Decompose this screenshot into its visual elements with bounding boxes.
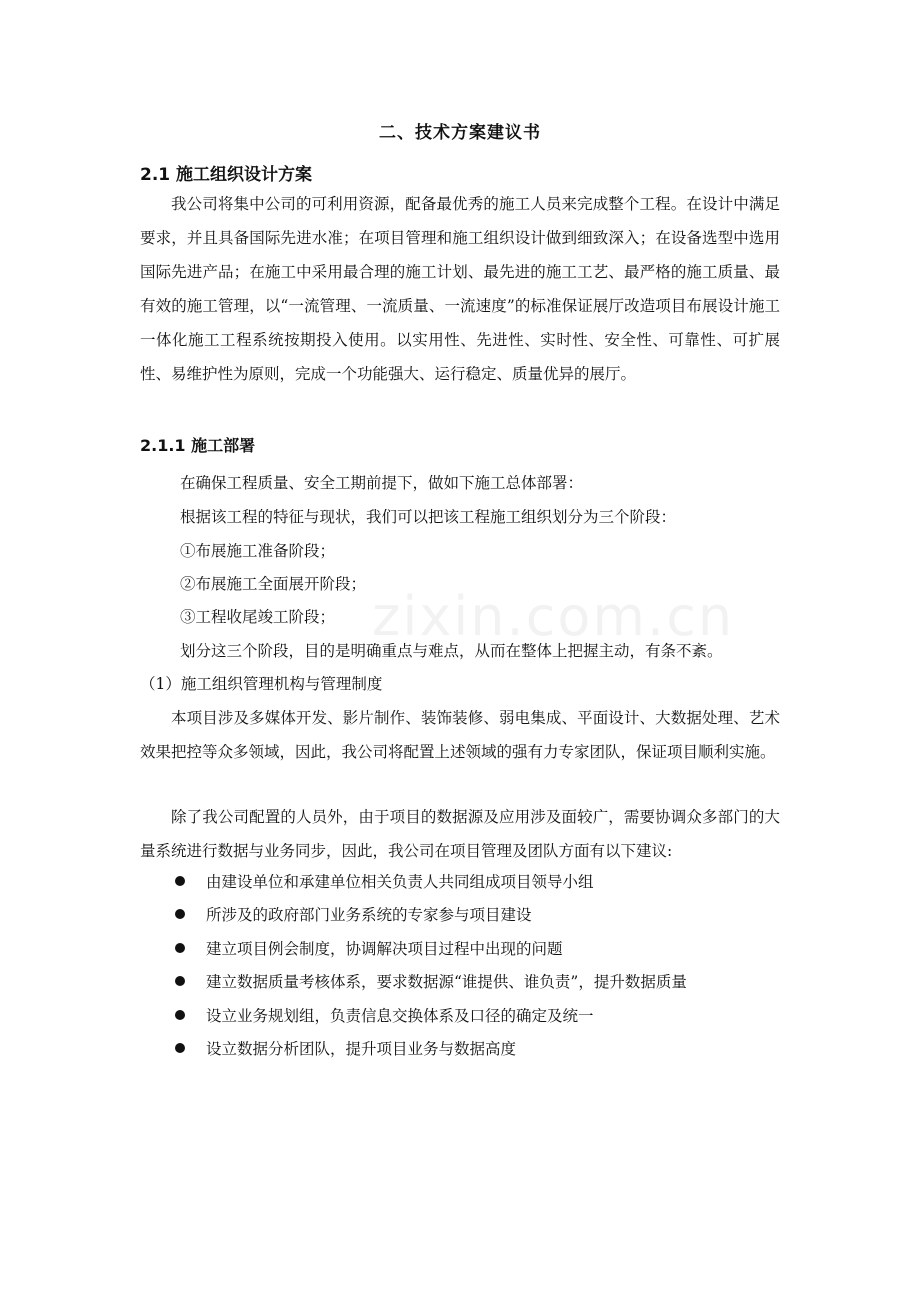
list-item bbox=[140, 898, 687, 932]
list-item-text: 设立业务规划组，负责信息交换体系及口径的确定及统一 bbox=[206, 1006, 594, 1025]
document-title: 二、技术方案建议书 bbox=[379, 123, 541, 143]
list-item-text: 设立数据分析团队，提升项目业务与数据高度 bbox=[206, 1040, 517, 1059]
list-item bbox=[140, 1032, 687, 1066]
section-intro-paragraph: 我公司将集中公司的可利用资源，配备最优秀的施工人员来完成整个工程。在设计中满足要求，并且具备国际先进水准；在项目管理和施工组织设计做到细致深入；在设备选型中选用国际先进产品；在施工中采用最合理的施工计划、最先进的施工工艺、最严格的施工质量、最有效的施工管理，以“一流管理、一流质量、一流速度”的标准保证展厅改造项目布展设计施工一体化施工工程系统按期投入使用。以实用性、先进性、实时性、安全性、可靠性、可扩展性、易维护性为原则，完成一个功能强大、运行稳定、质量优异的展厅。 bbox=[140, 195, 780, 383]
section-heading: 2.1 施工组织设计方案 bbox=[140, 165, 313, 185]
deployment-intro-line: 在确保工程质量、安全工期前提下，做如下施工总体部署： bbox=[180, 474, 584, 492]
watermark: zixin.com.cn bbox=[372, 585, 735, 648]
list-item-text: 所涉及的政府部门业务系统的专家参与项目建设 bbox=[206, 906, 532, 925]
list-item-text: 由建设单位和承建单位相关负责人共同组成项目领导小组 bbox=[206, 872, 594, 891]
stages-intro-line: 根据该工程的特征与现状，我们可以把该工程施工组织划分为三个阶段： bbox=[180, 508, 677, 526]
bullet-icon bbox=[175, 1043, 185, 1053]
list-item-text: 建立项目例会制度，协调解决项目过程中出现的问题 bbox=[206, 939, 563, 958]
bullet-icon bbox=[175, 976, 185, 986]
org-heading: （1）施工组织管理机构与管理制度 bbox=[140, 675, 383, 693]
bullet-icon bbox=[175, 943, 185, 953]
list-item bbox=[140, 931, 687, 965]
stage-item: ③工程收尾竣工阶段； bbox=[180, 608, 336, 626]
bullet-icon bbox=[175, 1010, 185, 1020]
org-paragraph-1: 本项目涉及多媒体开发、影片制作、装饰装修、弱电集成、平面设计、大数据处理、艺术效果把控等众多领域，因此，我公司将配置上述领域的强有力专家团队，保证项目顺利实施。 bbox=[140, 709, 780, 761]
stages-summary-line: 划分这三个阶段，目的是明确重点与难点，从而在整体上把握主动，有条不紊。 bbox=[180, 642, 723, 660]
bullet-icon bbox=[175, 909, 185, 919]
stage-item: ①布展施工准备阶段； bbox=[180, 542, 336, 560]
list-item bbox=[140, 864, 687, 898]
subsection-heading: 2.1.1 施工部署 bbox=[140, 436, 256, 455]
list-item bbox=[140, 965, 687, 999]
stage-item: ②布展施工全面展开阶段； bbox=[180, 575, 367, 593]
org-paragraph-2: 除了我公司配置的人员外，由于项目的数据源及应用涉及面较广，需要协调众多部门的大量系统进行数据与业务同步，因此，我公司在项目管理及团队方面有以下建议: bbox=[140, 808, 780, 860]
list-item-text: 建立数据质量考核体系，要求数据源“谁提供、谁负责”，提升数据质量 bbox=[206, 973, 687, 992]
list-item bbox=[140, 998, 687, 1032]
recommendation-list bbox=[140, 864, 687, 1065]
bullet-icon bbox=[175, 876, 185, 886]
